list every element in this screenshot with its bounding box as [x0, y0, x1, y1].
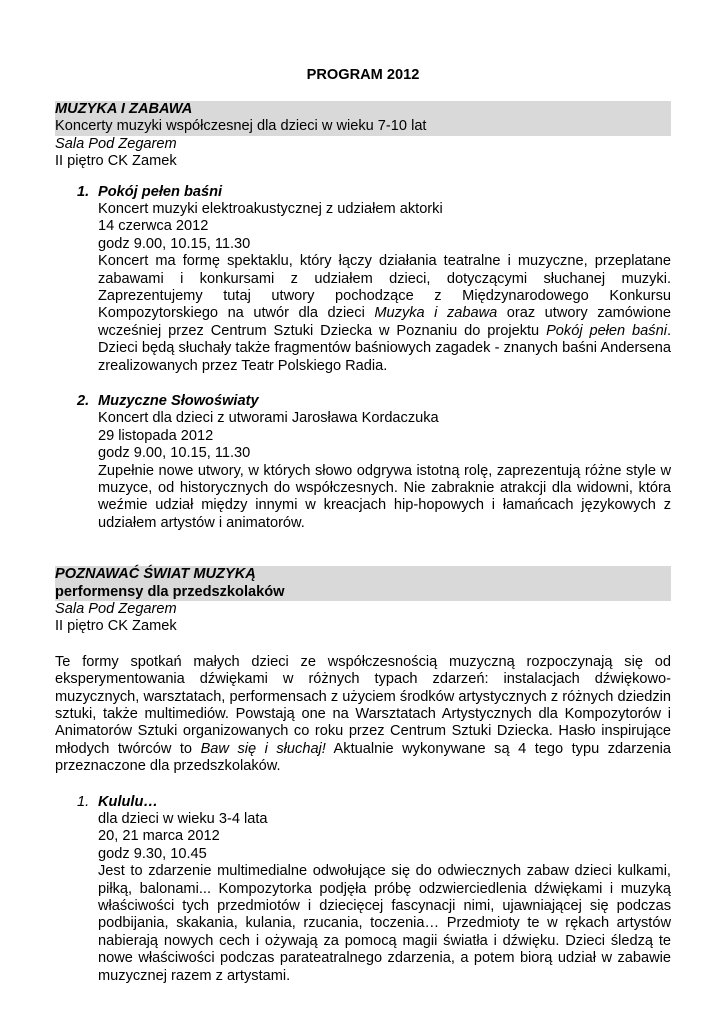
program-item [55, 393, 671, 532]
item-description: Zupełnie nowe utwory, w których słowo odgrywa istotną rolę, zaprezentują różne style w muzyce, od historycznych do współczesnych. Nie zabraknie atrakcji dla widowni, która weźmie udział między innymi w kreacjach hip-hopowych i łamańcach językowych z udziałem artystów i animatorów. [98, 462, 671, 531]
section-subheading: performensy dla przedszkolaków [55, 584, 671, 601]
item-subtitle: dla dzieci w wieku 3-4 lata [98, 810, 268, 827]
page-title: PROGRAM 2012 [306, 67, 420, 83]
item-number: 1. [77, 793, 90, 810]
item-time: godz 9.00, 10.15, 11.30 [98, 445, 251, 462]
item-number: 2. [77, 392, 90, 409]
section-venue: Sala Pod Zegarem [55, 135, 177, 152]
section-floor: II piętro CK Zamek [55, 153, 177, 170]
item-title: Pokój pełen baśni [98, 183, 223, 200]
section-muzyka-i-zabawa [55, 101, 671, 532]
item-time: godz 9.30, 10.45 [98, 845, 207, 862]
item-title: Kululu… [98, 793, 158, 810]
item-time: godz 9.00, 10.15, 11.30 [98, 235, 251, 252]
section-intro: Te formy spotkań małych dzieci ze współczesnością muzyczną rozpoczynają się od eksperymentowania dźwiękami w różnych typach zdarzeń: instalacjach dźwiękowo-muzycznych, warsztatach, performensach z użyciem środków artystycznych z różnych dziedzin sztuki, także multimediów. Powstają one na Warsztatach Artystycznych dla Kompozytorów i Animatorów Sztuki organizowanych co roku przez Centrum Sztuki Dziecka. Hasło inspirujące młodych twórców to Baw się i słuchaj! Aktualnie wykonywane są 4 tego typu zdarzenia przeznaczone dla przedszkolaków. [55, 653, 671, 775]
item-date: 20, 21 marca 2012 [98, 828, 220, 845]
section-poznawac-swiat-muzyka [55, 566, 671, 985]
section-floor: II piętro CK Zamek [55, 618, 177, 635]
document-page [55, 67, 671, 985]
program-item [55, 794, 671, 985]
program-item [55, 184, 671, 375]
section-venue: Sala Pod Zegarem [55, 600, 177, 617]
item-subtitle: Koncert dla dzieci z utworami Jarosława Kordaczuka [98, 410, 439, 427]
section-subheading: Koncerty muzyki współczesnej dla dzieci w wieku 7-10 lat [55, 118, 671, 135]
item-date: 29 listopada 2012 [98, 427, 214, 444]
item-date: 14 czerwca 2012 [98, 218, 209, 235]
item-description: Jest to zdarzenie multimedialne odwołujące się do odwiecznych zabaw dzieci kulkami, piłką, balonami... Kompozytorka podjęła próbę odzwierciedlenia dźwiękami i muzyką właściwości tych przedmiotów i dziecięcej fascynacji nimi, ujawniającej się podczas podbijania, skakania, kulania, rzucania, toczenia… Przedmioty te w rękach artystów nabierają nowych cech i ożywają za pomocą magii światła i dźwięku. Dzieci śledzą te nowe właściwości podczas parateatralnego zdarzenia, a potem biorą udział w zabawie muzycznej razem z artystami. [98, 863, 671, 984]
item-title: Muzyczne Słowoświaty [98, 392, 259, 409]
item-number: 1. [77, 183, 90, 200]
section-heading: MUZYKA I ZABAWA [55, 101, 671, 118]
section-heading: POZNAWAĆ ŚWIAT MUZYKĄ [55, 566, 671, 583]
item-subtitle: Koncert muzyki elektroakustycznej z udziałem aktorki [98, 200, 443, 217]
item-description: Koncert ma formę spektaklu, który łączy działania teatralne i muzyczne, przeplatane zabawami i konkursami z udziałem dzieci, dotyczącymi słuchanej muzyki. Zaprezentujemy tutaj utwory pochodzące z Międzynarodowego Konkursu Kompozytorskiego na utwór dla dzieci Muzyka i zabawa oraz utwory zamówione wcześniej przez Centrum Sztuki Dziecka w Poznaniu do projektu Pokój pełen baśni. Dzieci będą słuchały także fragmentów baśniowych zagadek - znanych baśni Andersena zrealizowanych przez Teatr Polskiego Radia. [98, 253, 672, 374]
